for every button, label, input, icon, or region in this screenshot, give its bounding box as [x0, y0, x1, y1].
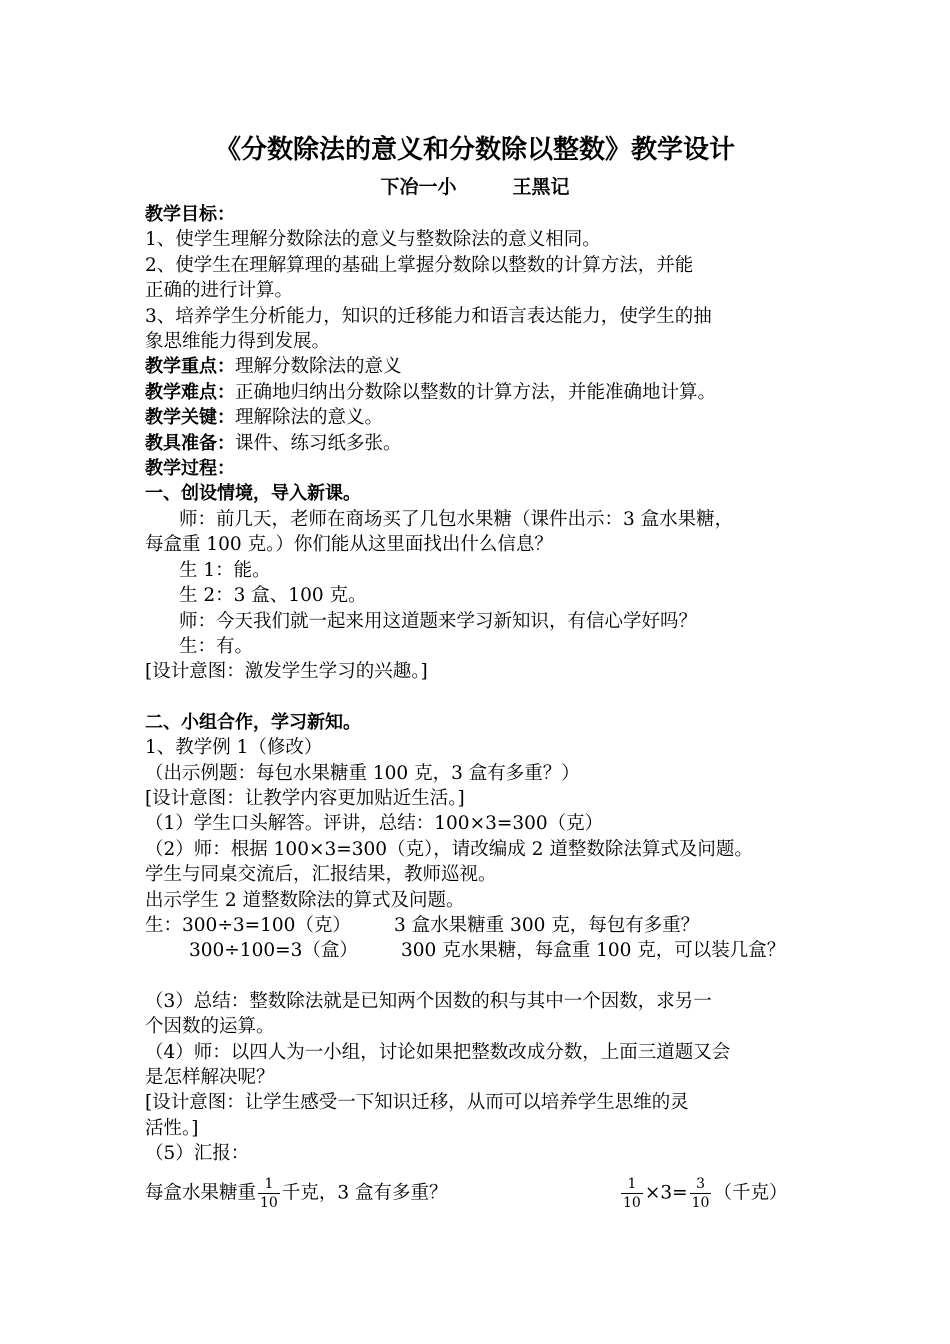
- section2-line: （2）师：根据 100×3=300（克），请改编成 2 道整数除法算式及问题。: [145, 838, 753, 860]
- numerator: 1: [258, 1175, 280, 1194]
- key-label: 教学关键：: [145, 407, 235, 429]
- denominator: 10: [623, 1194, 641, 1211]
- materials-label: 教具准备：: [145, 432, 235, 454]
- equation: 300÷100=3（盒）: [189, 940, 358, 962]
- objective-line: 3、培养学生分析能力，知识的迁移能力和语言表达能力，使学生的抽: [145, 305, 712, 327]
- student-prefix: 生：: [145, 914, 183, 936]
- division-row-1: [145, 913, 845, 938]
- design-intent: [设计意图：激发学生学习的兴趣。]: [145, 661, 428, 683]
- materials: [145, 431, 845, 456]
- question: 3 盒水果糖重 300 克，每包有多重？: [394, 914, 700, 936]
- section2-line: 个因数的运算。: [145, 1016, 275, 1038]
- section1-heading: 一、创设情境，导入新课。: [145, 483, 361, 505]
- difficulty-text: 正确地归纳出分数除以整数的计算方法，并能准确地计算。: [235, 381, 717, 403]
- page-title: 《分数除法的意义和分数除以整数》教学设计: [214, 135, 735, 165]
- section2-line: 是怎样解决呢？: [145, 1067, 275, 1088]
- design-intent: [设计意图：让学生感受一下知识迁移，从而可以培养学生思维的灵: [145, 1092, 689, 1114]
- section2-line: 1、教学例 1（修改）: [145, 737, 323, 759]
- difficulty-label: 教学难点：: [145, 381, 235, 403]
- section1-line: 每盒重 100 克。）你们能从这里面找出什么信息？: [145, 534, 553, 556]
- objective-line: 1、使学生理解分数除法的意义与整数除法的意义相同。: [145, 229, 601, 251]
- fraction: [258, 1175, 280, 1212]
- multiply-text: ×3=: [644, 1182, 688, 1204]
- section2-line: （5）汇报：: [145, 1143, 250, 1165]
- section2-heading: 二、小组合作，学习新知。: [145, 711, 361, 733]
- fraction: [621, 1175, 643, 1212]
- student-reply: 生 1：能。: [179, 559, 271, 581]
- section1-line: 师：前几天，老师在商场买了几包水果糖（课件出示：3 盒水果糖，: [179, 508, 734, 530]
- blank-line: [145, 685, 845, 710]
- objectives-heading: 教学目标：: [145, 204, 235, 225]
- denominator: 10: [260, 1194, 278, 1211]
- question: 300 克水果糖，每盒重 100 克，可以装几盒？: [401, 940, 786, 962]
- fraction-example: [145, 1175, 845, 1237]
- key-points: [145, 354, 845, 379]
- objective-line: 象思维能力得到发展。: [145, 331, 331, 353]
- division-row-2: [145, 938, 845, 963]
- teacher-line: 师：今天我们就一起来用这道题来学习新知识，有信心学好吗？: [179, 610, 698, 632]
- question-text: 每盒水果糖重: [145, 1182, 257, 1204]
- question-text: 千克，3 盒有多重？: [281, 1182, 448, 1204]
- student-reply: 生 2：3 盒、100 克。: [179, 585, 367, 607]
- blank-line: [145, 964, 845, 989]
- section2-line: （3）总结：整数除法就是已知两个因数的积与其中一个因数，求另一: [145, 990, 712, 1012]
- numerator: 3: [690, 1175, 712, 1194]
- design-intent: [设计意图：让教学内容更加贴近生活。]: [145, 787, 465, 809]
- difficulty: [145, 380, 845, 405]
- section2-line: （出示例题：每包水果糖重 100 克，3 盒有多重？）: [145, 762, 580, 784]
- objective-line: 正确的进行计算。: [145, 280, 294, 302]
- document-body: [145, 202, 845, 1237]
- fraction-answer: [619, 1175, 787, 1212]
- fraction: [690, 1175, 712, 1212]
- materials-text: 课件、练习纸多张。: [235, 432, 402, 454]
- key: [145, 405, 845, 430]
- author-line: [0, 172, 950, 202]
- key-points-label: 教学重点：: [145, 356, 235, 378]
- key-text: 理解除法的意义。: [235, 407, 384, 429]
- author-school: 下冶一小: [380, 176, 457, 198]
- author-name: 王黑记: [512, 176, 570, 198]
- student-reply: 生：有。: [179, 635, 254, 657]
- denominator: 10: [691, 1194, 710, 1211]
- equation: 300÷3=100（克）: [182, 914, 351, 936]
- fraction-question: [145, 1175, 448, 1212]
- section2-line: （1）学生口头解答。评讲，总结：100×3=300（克）: [145, 813, 604, 835]
- numerator: 1: [621, 1175, 643, 1194]
- key-points-text: 理解分数除法的意义: [235, 356, 402, 378]
- objective-line: 2、使学生在理解算理的基础上掌握分数除以整数的计算方法，并能: [145, 254, 694, 276]
- design-intent: 活性。]: [145, 1117, 199, 1139]
- process-heading: 教学过程：: [145, 458, 235, 480]
- section2-line: 出示学生 2 道整数除法的算式及问题。: [145, 889, 465, 911]
- section2-line: （4）师：以四人为一小组，讨论如果把整数改成分数，上面三道题又会: [145, 1041, 731, 1063]
- section2-line: 学生与同桌交流后，汇报结果，教师巡视。: [145, 864, 497, 886]
- unit-text: （千克）: [713, 1182, 788, 1204]
